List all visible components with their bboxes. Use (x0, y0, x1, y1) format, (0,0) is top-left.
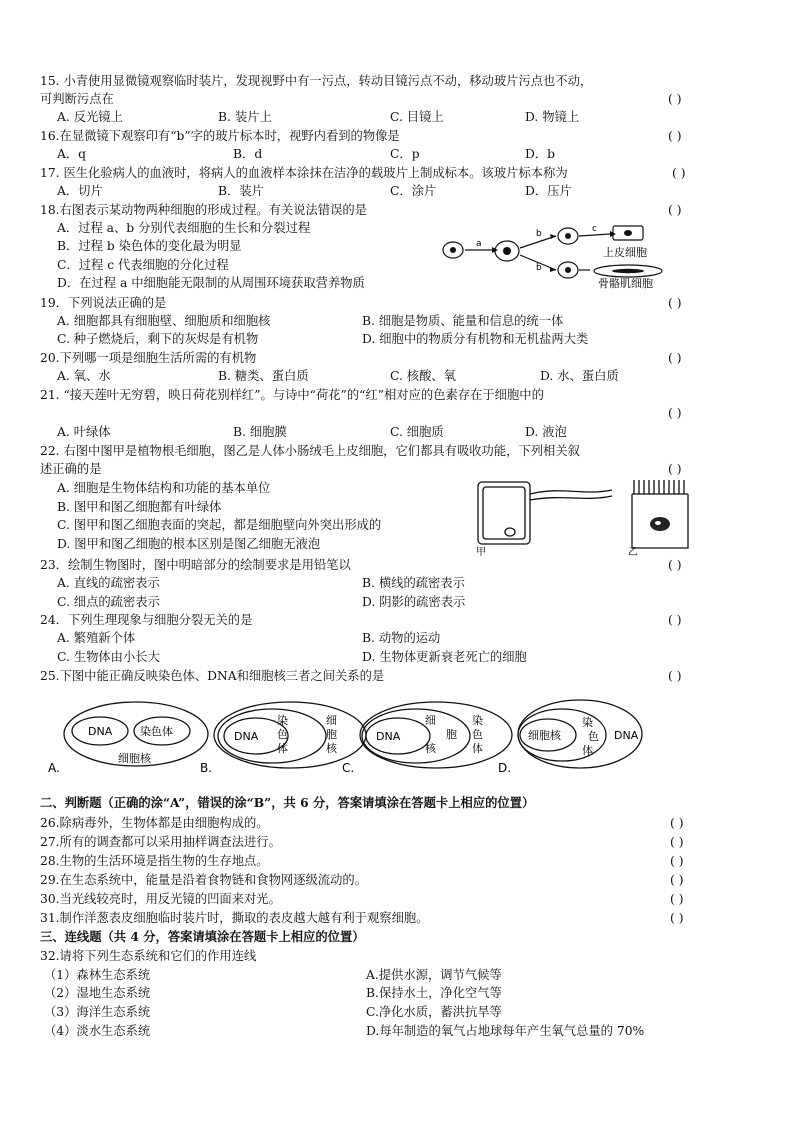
q22-option-d: D. 图甲和图乙细胞的根本区别是图乙细胞无液泡 (57, 537, 321, 551)
venn-d-chrom-3: 体 (582, 744, 593, 757)
q16-option-c: C．p (390, 147, 420, 161)
q30-answer-paren: ( ) (670, 892, 684, 906)
q32-right-b: B.保持水土，净化空气等 (366, 986, 502, 1000)
q32-left-3: （3）海洋生态系统 (44, 1005, 151, 1019)
q20-option-d: D. 水、蛋白质 (540, 369, 619, 383)
venn-c-dna: DNA (376, 730, 401, 743)
venn-c-nuc-3: 核 (425, 742, 436, 755)
venn-d-chrom-1: 染 (582, 716, 593, 729)
q21-option-a: A. 叶绿体 (57, 425, 111, 439)
q22-stem-line1: 22. 右图中图甲是植物根毛细胞，图乙是人体小肠绒毛上皮细胞，它们都具有吸收功能，下列相关叙 (40, 444, 580, 458)
venn-label-a: A. (48, 761, 60, 775)
q24-option-d: D. 生物体更新衰老死亡的细胞 (362, 650, 527, 664)
q17-option-c: C．涂片 (390, 184, 437, 198)
q32-left-1: （1）森林生态系统 (44, 968, 151, 982)
q18-option-d: D．在过程 a 中细胞能无限制的从周围环境获取营养物质 (57, 276, 365, 290)
q22-stem-line2: 述正确的是 (40, 462, 102, 476)
q32-left-2: （2）湿地生态系统 (44, 986, 151, 1000)
q29-answer-paren: ( ) (670, 873, 684, 887)
q24-option-b: B. 动物的运动 (362, 631, 441, 645)
q23-option-c: C. 细点的疏密表示 (57, 595, 160, 609)
venn-b-nuc-3: 核 (326, 742, 337, 755)
venn-b-chrom-2: 色 (277, 728, 288, 741)
q21-option-c: C. 细胞质 (390, 425, 444, 439)
q23-option-d: D. 阴影的疏密表示 (362, 595, 466, 609)
q17-stem: 17. 医生化验病人的血液时，将病人的血液样本涂抹在洁净的载玻片上制成标本。该玻片标本称为 (40, 166, 568, 180)
venn-label-c: C. (342, 761, 355, 775)
q19-answer-paren: ( ) (668, 296, 682, 310)
q15-option-d: D. 物镜上 (525, 110, 580, 124)
q22-answer-paren: ( ) (668, 462, 682, 476)
q22-option-c: C. 图甲和图乙细胞表面的突起，都是细胞壁向外突出形成的 (57, 518, 382, 532)
q30-statement: 30.当光线较亮时，用反光镜的凹面来对光。 (40, 892, 281, 906)
fig18-label-muscle: 骨骼肌细胞 (598, 277, 653, 290)
q21-option-d: D. 液泡 (525, 425, 567, 439)
q17-answer-paren: ( ) (672, 166, 686, 180)
q17-option-b: B．装片 (218, 184, 264, 198)
section-3-title: 三、连线题（共 4 分，答案请填涂在答题卡上相应的位置） (40, 929, 365, 944)
fig18-label-b-top: b (536, 229, 542, 239)
q19-option-d: D. 细胞中的物质分有机物和无机盐两大类 (362, 332, 589, 346)
q15-option-c: C. 目镜上 (390, 110, 444, 124)
q25-venn-diagrams (36, 698, 676, 780)
venn-a-nucleus: 细胞核 (118, 752, 151, 765)
q17-option-a: A．切片 (57, 184, 103, 198)
venn-d-dna: DNA (614, 729, 639, 742)
q18-option-a: A．过程 a、b 分别代表细胞的生长和分裂过程 (57, 221, 311, 235)
q22-option-b: B. 图甲和图乙细胞都有叶绿体 (57, 500, 222, 514)
fig22-label-jia: 甲 (476, 547, 486, 556)
q19-stem: 19．下列说法正确的是 (40, 296, 167, 310)
venn-a-dna: DNA (88, 725, 113, 738)
q15-stem-line2: 可判断污点在 (40, 92, 114, 106)
q20-option-b: B. 糖类、蛋白质 (218, 369, 309, 383)
q21-option-b: B. 细胞膜 (233, 425, 287, 439)
venn-d-chrom-2: 色 (588, 730, 599, 743)
q23-answer-paren: ( ) (668, 558, 682, 572)
fig22-label-yi: 乙 (628, 547, 638, 556)
fig18-label-b-bottom: b (536, 263, 542, 273)
q32-left-4: （4）淡水生态系统 (44, 1024, 151, 1038)
fig18-label-c: c (592, 224, 597, 234)
q16-option-d: D．b (525, 147, 556, 161)
q21-answer-paren: ( ) (668, 406, 682, 420)
q32-stem: 32.请将下列生态系统和它们的作用连线 (40, 949, 257, 963)
q26-answer-paren: ( ) (670, 816, 684, 830)
q24-option-c: C. 生物体由小长大 (57, 650, 160, 664)
venn-c-nuc-1: 细 (425, 714, 436, 727)
q15-answer-paren: ( ) (668, 92, 682, 106)
q32-right-c: C.净化水质，蓄洪抗旱等 (366, 1005, 502, 1019)
venn-label-d: D. (498, 761, 512, 775)
q15-option-b: B. 装片上 (218, 110, 272, 124)
q18-option-c: C．过程 c 代表细胞的分化过程 (57, 258, 229, 272)
q18-stem: 18.右图表示某动物两种细胞的形成过程。有关说法错误的是 (40, 203, 367, 217)
venn-b-nuc-1: 细 (326, 714, 337, 727)
q23-stem: 23．绘制生物图时，图中明暗部分的绘制要求是用铅笔以 (40, 558, 351, 572)
q16-stem: 16.在显微镜下观察印有“b”字的玻片标本时，视野内看到的物像是 (40, 129, 400, 143)
cell-differentiation-figure (440, 218, 680, 290)
q21-stem: 21. “接天莲叶无穷碧，映日荷花别样红”。与诗中“荷花”的“红”相对应的色素存在于细胞中的 (40, 388, 544, 402)
fig18-label-a: a (476, 239, 482, 249)
q31-statement: 31.制作洋葱表皮细胞临时装片时，撕取的表皮越大越有利于观察细胞。 (40, 911, 429, 925)
q18-answer-paren: ( ) (668, 203, 682, 217)
venn-c-chrom-1: 染 (472, 714, 483, 727)
venn-c-chrom-2: 色 (472, 728, 483, 741)
q26-statement: 26.除病毒外，生物体都是由细胞构成的。 (40, 816, 269, 830)
q20-stem: 20.下列哪一项是细胞生活所需的有机物 (40, 351, 257, 365)
q19-option-b: B. 细胞是物质、能量和信息的统一体 (362, 314, 564, 328)
q31-answer-paren: ( ) (670, 911, 684, 925)
q16-answer-paren: ( ) (668, 129, 682, 143)
q16-option-b: B．d (233, 147, 263, 161)
q15-option-a: A. 反光镜上 (57, 110, 123, 124)
q28-answer-paren: ( ) (670, 854, 684, 868)
q16-option-a: A．q (57, 147, 87, 161)
venn-b-nuc-2: 胞 (326, 728, 337, 741)
q32-right-d: D.每年制造的氧气占地球每年产生氧气总量的 70% (366, 1024, 645, 1038)
venn-d-nucleus: 细胞核 (528, 729, 561, 742)
q17-option-d: D．压片 (525, 184, 572, 198)
q18-option-b: B．过程 b 染色体的变化最为明显 (57, 239, 242, 253)
venn-label-b: B. (200, 761, 213, 775)
q24-option-a: A. 繁殖新个体 (57, 631, 136, 645)
root-hair-and-epithelial-cells-figure (472, 476, 702, 556)
q20-option-c: C. 核酸、氧 (390, 369, 456, 383)
q22-option-a: A. 细胞是生物体结构和功能的基本单位 (57, 481, 271, 495)
q19-option-a: A. 细胞都具有细胞壁、细胞质和细胞核 (57, 314, 271, 328)
section-2-title: 二、判断题（正确的涂“A”，错误的涂“B”，共 6 分，答案请填涂在答题卡上相应的位置） (40, 795, 535, 810)
q32-right-a: A.提供水源，调节气候等 (366, 968, 502, 982)
q25-answer-paren: ( ) (668, 669, 682, 683)
venn-a-chromosome: 染色体 (140, 725, 173, 738)
q19-option-c: C. 种子燃烧后，剩下的灰烬是有机物 (57, 332, 259, 346)
q29-statement: 29.在生态系统中，能量是沿着食物链和食物网逐级流动的。 (40, 873, 367, 887)
q28-statement: 28.生物的生活环境是指生物的生存地点。 (40, 854, 269, 868)
venn-b-chrom-3: 体 (277, 742, 288, 755)
venn-c-nuc-2: 胞 (446, 728, 457, 741)
q24-answer-paren: ( ) (668, 613, 682, 627)
q23-option-a: A. 直线的疏密表示 (57, 576, 160, 590)
q15-stem-line1: 15. 小青使用显微镜观察临时装片，发现视野中有一污点，转动目镜污点不动，移动玻片污点也不动， (40, 74, 593, 88)
q20-answer-paren: ( ) (668, 351, 682, 365)
q24-stem: 24．下列生理现象与细胞分裂无关的是 (40, 613, 253, 627)
q20-option-a: A. 氧、水 (57, 369, 111, 383)
venn-b-chrom-1: 染 (277, 714, 288, 727)
fig18-label-epithelial: 上皮细胞 (603, 246, 647, 259)
q23-option-b: B. 横线的疏密表示 (362, 576, 465, 590)
venn-c-chrom-3: 体 (472, 742, 483, 755)
q27-statement: 27.所有的调查都可以采用抽样调查法进行。 (40, 835, 281, 849)
venn-b-dna: DNA (234, 730, 259, 743)
q27-answer-paren: ( ) (670, 835, 684, 849)
q25-stem: 25.下图中能正确反映染色体、DNA和细胞核三者之间关系的是 (40, 669, 385, 683)
